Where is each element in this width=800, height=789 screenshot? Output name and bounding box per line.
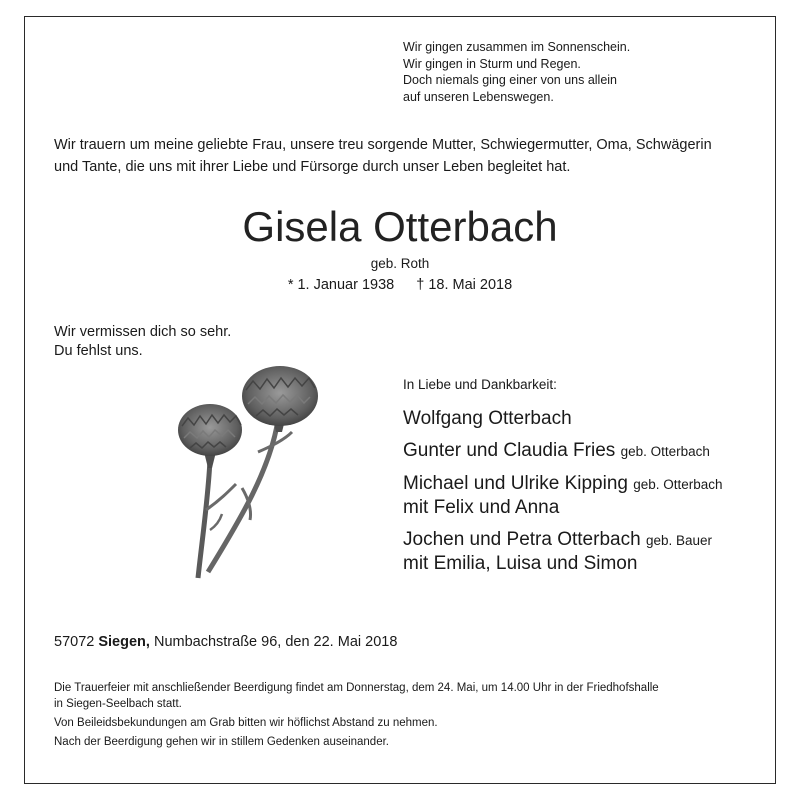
mourner-entry: [403, 528, 723, 575]
poem-line: Wir gingen in Sturm und Regen.: [403, 56, 581, 71]
notice-border: [24, 16, 776, 784]
mourner-birth-name: geb. Otterbach: [633, 477, 723, 492]
missing-text: [54, 323, 231, 361]
mourner-name: Gunter und Claudia Fries: [403, 440, 616, 461]
deceased-name: Gisela Otterbach: [242, 203, 558, 250]
funeral-note: [54, 680, 659, 712]
funeral-note-line: in Siegen-Seelbach statt.: [54, 698, 182, 710]
mourner-birth-name: geb. Otterbach: [620, 444, 710, 459]
missing-line: Du fehlst uns.: [54, 343, 143, 359]
condolence-note: Von Beileidsbekundungen am Grab bitten wir höflichst Abstand zu nehmen.: [54, 717, 438, 729]
mourner-name: Michael und Ulrike Kipping: [403, 473, 628, 494]
life-dates: [0, 277, 800, 293]
poem-line: Doch niemals ging einer von uns allein: [403, 73, 618, 87]
mourner-entry: [403, 439, 723, 463]
mourner-children: mit Emilia, Luisa und Simon: [403, 553, 638, 574]
poem-line: auf unseren Lebenswegen.: [403, 89, 554, 104]
address-line: [54, 634, 397, 650]
city: Siegen,: [98, 634, 150, 650]
mourner-name: Wolfgang Otterbach: [403, 408, 572, 429]
death-date: † 18. Mai 2018: [416, 277, 513, 293]
street-date: Numbachstraße 96, den 22. Mai 2018: [153, 634, 398, 650]
birth-name: geb. Roth: [370, 256, 430, 271]
mourner-birth-name: geb. Bauer: [645, 533, 712, 548]
zip-code: 57072: [54, 634, 95, 650]
poem-line: Wir gingen zusammen im Sonnenschein.: [403, 40, 631, 54]
intro-line: und Tante, die uns mit ihrer Liebe und Fürsorge durch unser Leben begleitet hat.: [54, 159, 571, 175]
after-note: Nach der Beerdigung gehen wir in stillem Gedenken auseinander.: [54, 736, 389, 748]
mourner-name: Jochen und Petra Otterbach: [403, 529, 641, 550]
carnation-flowers-icon: [170, 360, 340, 590]
birth-date: * 1. Januar 1938: [287, 277, 395, 293]
funeral-notes: [54, 680, 659, 753]
mourner-entry: [403, 472, 723, 519]
intro-line: Wir trauern um meine geliebte Frau, unsere treu sorgende Mutter, Schwiegermutter, Oma, Schwägerin: [54, 137, 712, 153]
funeral-note-line: Die Trauerfeier mit anschließender Beerdigung findet am Donnerstag, dem 24. Mai, um 14.00 Uhr in der Friedhofshalle: [54, 682, 659, 694]
mourner-children: mit Felix und Anna: [403, 497, 560, 518]
thanks-heading: In Liebe und Dankbarkeit:: [403, 377, 557, 392]
mourner-entry: [403, 407, 723, 430]
mourners-list: [403, 407, 723, 584]
missing-line: Wir vermissen dich so sehr.: [54, 324, 232, 340]
poem: [403, 39, 630, 105]
intro-text: [54, 134, 712, 178]
